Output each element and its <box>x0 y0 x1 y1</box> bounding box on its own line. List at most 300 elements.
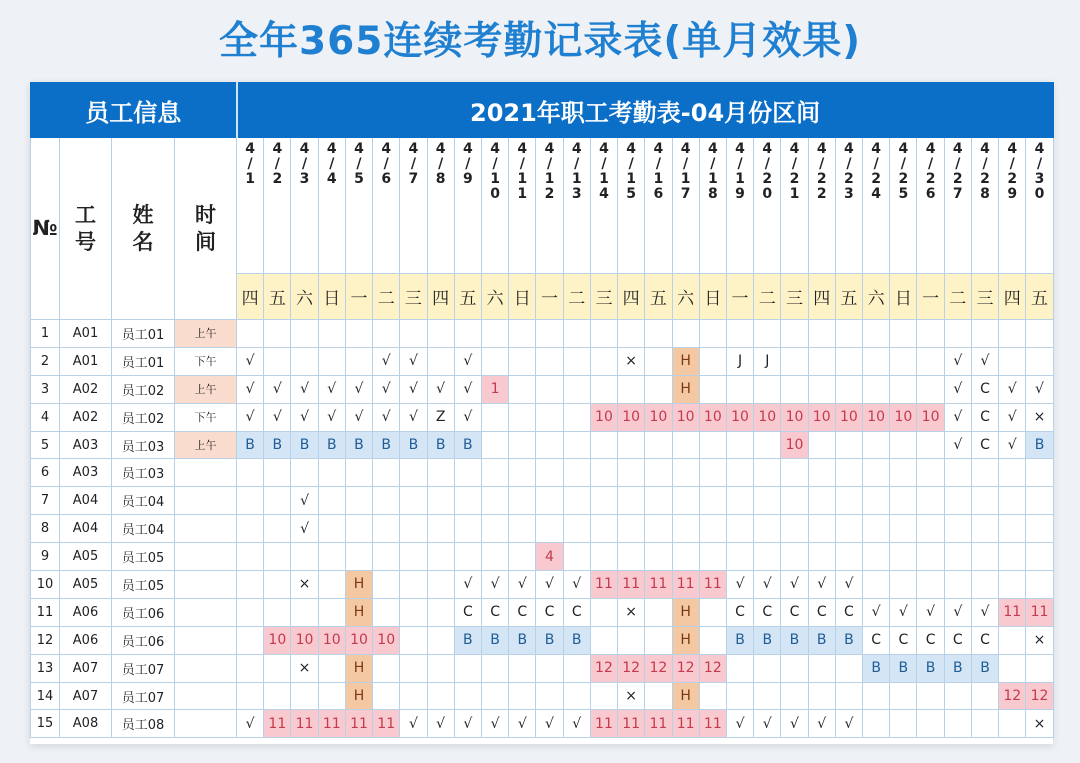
attendance-cell[interactable]: √ <box>835 710 862 738</box>
attendance-cell[interactable] <box>944 543 971 571</box>
attendance-cell[interactable] <box>672 320 699 348</box>
attendance-cell[interactable]: √ <box>454 347 481 375</box>
attendance-cell[interactable]: √ <box>291 375 318 403</box>
attendance-cell[interactable]: √ <box>726 710 753 738</box>
attendance-cell[interactable]: H <box>345 598 372 626</box>
attendance-cell[interactable]: √ <box>291 487 318 515</box>
attendance-cell[interactable] <box>890 320 917 348</box>
attendance-cell[interactable]: C <box>781 598 808 626</box>
attendance-cell[interactable] <box>536 431 563 459</box>
attendance-cell[interactable]: × <box>1026 403 1053 431</box>
attendance-cell[interactable] <box>754 543 781 571</box>
attendance-cell[interactable]: 10 <box>264 626 291 654</box>
attendance-cell[interactable]: H <box>672 347 699 375</box>
attendance-cell[interactable]: B <box>890 654 917 682</box>
attendance-cell[interactable]: C <box>971 403 998 431</box>
attendance-cell[interactable] <box>291 459 318 487</box>
attendance-cell[interactable]: B <box>264 431 291 459</box>
attendance-cell[interactable] <box>890 375 917 403</box>
time-period[interactable]: 上午 <box>175 375 237 403</box>
attendance-cell[interactable] <box>536 487 563 515</box>
attendance-cell[interactable] <box>808 375 835 403</box>
attendance-cell[interactable]: 10 <box>373 626 400 654</box>
attendance-cell[interactable]: √ <box>563 710 590 738</box>
attendance-cell[interactable]: B <box>481 626 508 654</box>
attendance-cell[interactable]: √ <box>318 403 345 431</box>
attendance-cell[interactable] <box>590 375 617 403</box>
attendance-cell[interactable]: √ <box>999 431 1026 459</box>
attendance-cell[interactable] <box>618 320 645 348</box>
attendance-cell[interactable] <box>590 459 617 487</box>
attendance-cell[interactable]: B <box>291 431 318 459</box>
attendance-cell[interactable]: C <box>863 626 890 654</box>
attendance-cell[interactable] <box>835 459 862 487</box>
attendance-cell[interactable] <box>481 347 508 375</box>
attendance-cell[interactable]: 11 <box>672 710 699 738</box>
attendance-cell[interactable] <box>536 682 563 710</box>
attendance-cell[interactable]: B <box>318 431 345 459</box>
attendance-cell[interactable] <box>237 459 264 487</box>
attendance-cell[interactable]: √ <box>781 571 808 599</box>
attendance-cell[interactable] <box>536 320 563 348</box>
attendance-cell[interactable]: 10 <box>345 626 372 654</box>
attendance-cell[interactable] <box>618 459 645 487</box>
attendance-cell[interactable] <box>563 375 590 403</box>
attendance-cell[interactable]: × <box>291 571 318 599</box>
attendance-cell[interactable] <box>481 543 508 571</box>
attendance-cell[interactable] <box>509 375 536 403</box>
attendance-cell[interactable] <box>481 682 508 710</box>
attendance-cell[interactable] <box>237 654 264 682</box>
attendance-cell[interactable] <box>999 571 1026 599</box>
attendance-cell[interactable]: √ <box>563 571 590 599</box>
attendance-cell[interactable]: √ <box>345 375 372 403</box>
attendance-cell[interactable]: √ <box>1026 375 1053 403</box>
attendance-cell[interactable] <box>400 571 427 599</box>
attendance-cell[interactable] <box>890 710 917 738</box>
attendance-cell[interactable] <box>509 543 536 571</box>
attendance-cell[interactable]: B <box>509 626 536 654</box>
attendance-cell[interactable] <box>345 347 372 375</box>
attendance-cell[interactable]: C <box>754 598 781 626</box>
time-period[interactable]: 下午 <box>175 403 237 431</box>
attendance-cell[interactable]: √ <box>863 598 890 626</box>
attendance-cell[interactable] <box>427 347 454 375</box>
attendance-cell[interactable] <box>1026 347 1053 375</box>
attendance-cell[interactable] <box>590 431 617 459</box>
attendance-cell[interactable] <box>1026 515 1053 543</box>
attendance-cell[interactable] <box>291 320 318 348</box>
attendance-cell[interactable]: √ <box>890 598 917 626</box>
attendance-cell[interactable]: 12 <box>618 654 645 682</box>
attendance-cell[interactable] <box>917 710 944 738</box>
attendance-cell[interactable]: 12 <box>999 682 1026 710</box>
attendance-cell[interactable] <box>454 515 481 543</box>
attendance-cell[interactable] <box>536 654 563 682</box>
attendance-cell[interactable] <box>971 571 998 599</box>
time-period[interactable] <box>175 543 237 571</box>
attendance-cell[interactable] <box>890 431 917 459</box>
attendance-cell[interactable] <box>427 320 454 348</box>
attendance-cell[interactable] <box>237 571 264 599</box>
attendance-cell[interactable]: 10 <box>781 403 808 431</box>
attendance-cell[interactable]: 10 <box>835 403 862 431</box>
attendance-cell[interactable] <box>863 347 890 375</box>
attendance-cell[interactable] <box>808 320 835 348</box>
attendance-cell[interactable]: B <box>971 654 998 682</box>
attendance-cell[interactable]: × <box>1026 710 1053 738</box>
attendance-cell[interactable]: J <box>726 347 753 375</box>
attendance-cell[interactable]: 12 <box>699 654 726 682</box>
attendance-cell[interactable]: 11 <box>999 598 1026 626</box>
attendance-cell[interactable] <box>645 682 672 710</box>
attendance-cell[interactable] <box>590 626 617 654</box>
time-period[interactable]: 上午 <box>175 431 237 459</box>
attendance-cell[interactable] <box>563 459 590 487</box>
attendance-cell[interactable] <box>345 515 372 543</box>
attendance-cell[interactable]: √ <box>536 710 563 738</box>
attendance-cell[interactable]: × <box>618 347 645 375</box>
attendance-cell[interactable] <box>835 682 862 710</box>
attendance-cell[interactable] <box>454 487 481 515</box>
attendance-cell[interactable]: C <box>890 626 917 654</box>
attendance-cell[interactable]: √ <box>808 571 835 599</box>
attendance-cell[interactable] <box>237 626 264 654</box>
attendance-cell[interactable]: B <box>1026 431 1053 459</box>
attendance-cell[interactable] <box>373 459 400 487</box>
attendance-cell[interactable] <box>672 459 699 487</box>
attendance-cell[interactable] <box>563 515 590 543</box>
attendance-cell[interactable] <box>345 459 372 487</box>
attendance-cell[interactable] <box>754 654 781 682</box>
attendance-cell[interactable] <box>590 543 617 571</box>
attendance-cell[interactable] <box>726 431 753 459</box>
attendance-cell[interactable] <box>509 320 536 348</box>
attendance-cell[interactable] <box>944 320 971 348</box>
attendance-cell[interactable] <box>373 320 400 348</box>
attendance-cell[interactable] <box>373 487 400 515</box>
attendance-cell[interactable] <box>971 459 998 487</box>
attendance-cell[interactable] <box>890 487 917 515</box>
time-period[interactable] <box>175 515 237 543</box>
attendance-cell[interactable] <box>645 598 672 626</box>
attendance-cell[interactable] <box>835 654 862 682</box>
attendance-cell[interactable]: √ <box>400 375 427 403</box>
attendance-cell[interactable]: 11 <box>291 710 318 738</box>
attendance-cell[interactable] <box>835 487 862 515</box>
attendance-cell[interactable] <box>318 487 345 515</box>
attendance-cell[interactable]: × <box>618 682 645 710</box>
attendance-cell[interactable]: 10 <box>726 403 753 431</box>
attendance-cell[interactable] <box>1026 487 1053 515</box>
attendance-cell[interactable] <box>264 487 291 515</box>
attendance-cell[interactable] <box>645 347 672 375</box>
attendance-cell[interactable] <box>917 682 944 710</box>
attendance-cell[interactable] <box>754 487 781 515</box>
attendance-cell[interactable] <box>699 459 726 487</box>
attendance-cell[interactable] <box>944 682 971 710</box>
attendance-cell[interactable]: 11 <box>318 710 345 738</box>
attendance-cell[interactable] <box>808 654 835 682</box>
attendance-cell[interactable] <box>835 543 862 571</box>
attendance-cell[interactable] <box>808 543 835 571</box>
attendance-cell[interactable]: √ <box>345 403 372 431</box>
attendance-cell[interactable] <box>699 375 726 403</box>
attendance-cell[interactable]: √ <box>237 403 264 431</box>
attendance-cell[interactable]: √ <box>237 347 264 375</box>
attendance-cell[interactable]: √ <box>454 375 481 403</box>
attendance-cell[interactable]: C <box>808 598 835 626</box>
attendance-cell[interactable] <box>781 459 808 487</box>
attendance-cell[interactable] <box>618 626 645 654</box>
attendance-cell[interactable] <box>509 654 536 682</box>
attendance-cell[interactable] <box>590 598 617 626</box>
attendance-cell[interactable] <box>618 487 645 515</box>
attendance-cell[interactable]: √ <box>400 347 427 375</box>
attendance-cell[interactable] <box>863 515 890 543</box>
attendance-cell[interactable]: √ <box>944 598 971 626</box>
attendance-cell[interactable] <box>781 515 808 543</box>
attendance-cell[interactable] <box>971 320 998 348</box>
attendance-cell[interactable]: √ <box>754 710 781 738</box>
attendance-cell[interactable]: H <box>672 598 699 626</box>
attendance-cell[interactable] <box>618 543 645 571</box>
attendance-cell[interactable] <box>781 320 808 348</box>
attendance-cell[interactable] <box>264 682 291 710</box>
attendance-cell[interactable] <box>318 682 345 710</box>
time-period[interactable]: 下午 <box>175 347 237 375</box>
attendance-cell[interactable]: 10 <box>645 403 672 431</box>
attendance-cell[interactable] <box>481 403 508 431</box>
attendance-cell[interactable] <box>427 515 454 543</box>
time-period[interactable] <box>175 487 237 515</box>
attendance-cell[interactable] <box>536 515 563 543</box>
attendance-cell[interactable]: √ <box>481 571 508 599</box>
attendance-cell[interactable]: 10 <box>590 403 617 431</box>
attendance-cell[interactable] <box>373 654 400 682</box>
attendance-cell[interactable] <box>754 459 781 487</box>
attendance-cell[interactable]: 11 <box>618 571 645 599</box>
attendance-cell[interactable] <box>454 682 481 710</box>
attendance-cell[interactable] <box>808 487 835 515</box>
attendance-cell[interactable]: √ <box>481 710 508 738</box>
attendance-cell[interactable] <box>345 543 372 571</box>
attendance-cell[interactable]: √ <box>509 710 536 738</box>
attendance-cell[interactable]: 11 <box>645 710 672 738</box>
attendance-cell[interactable] <box>971 543 998 571</box>
attendance-cell[interactable] <box>999 654 1026 682</box>
attendance-cell[interactable] <box>999 320 1026 348</box>
attendance-cell[interactable] <box>944 571 971 599</box>
time-period[interactable] <box>175 654 237 682</box>
attendance-cell[interactable] <box>726 654 753 682</box>
attendance-cell[interactable] <box>781 543 808 571</box>
attendance-cell[interactable] <box>264 347 291 375</box>
attendance-cell[interactable] <box>917 347 944 375</box>
attendance-cell[interactable] <box>672 515 699 543</box>
attendance-cell[interactable]: × <box>618 598 645 626</box>
time-period[interactable] <box>175 459 237 487</box>
attendance-cell[interactable] <box>645 487 672 515</box>
attendance-cell[interactable] <box>726 320 753 348</box>
attendance-cell[interactable]: B <box>754 626 781 654</box>
attendance-cell[interactable] <box>237 515 264 543</box>
attendance-cell[interactable]: √ <box>373 403 400 431</box>
attendance-cell[interactable]: 11 <box>1026 598 1053 626</box>
attendance-cell[interactable] <box>863 459 890 487</box>
attendance-cell[interactable]: B <box>400 431 427 459</box>
attendance-cell[interactable]: B <box>835 626 862 654</box>
attendance-cell[interactable] <box>645 543 672 571</box>
attendance-cell[interactable] <box>699 598 726 626</box>
attendance-cell[interactable]: √ <box>237 375 264 403</box>
attendance-cell[interactable]: √ <box>971 347 998 375</box>
attendance-cell[interactable] <box>318 320 345 348</box>
attendance-cell[interactable] <box>971 515 998 543</box>
attendance-cell[interactable]: 10 <box>672 403 699 431</box>
attendance-cell[interactable]: √ <box>373 347 400 375</box>
attendance-cell[interactable] <box>318 459 345 487</box>
attendance-cell[interactable]: √ <box>400 710 427 738</box>
attendance-cell[interactable] <box>645 431 672 459</box>
attendance-cell[interactable] <box>264 654 291 682</box>
attendance-cell[interactable] <box>917 375 944 403</box>
attendance-cell[interactable]: × <box>1026 626 1053 654</box>
attendance-cell[interactable]: √ <box>454 403 481 431</box>
attendance-cell[interactable] <box>699 682 726 710</box>
attendance-cell[interactable] <box>345 487 372 515</box>
attendance-cell[interactable] <box>754 375 781 403</box>
attendance-cell[interactable] <box>999 459 1026 487</box>
attendance-cell[interactable]: √ <box>971 598 998 626</box>
attendance-cell[interactable] <box>645 459 672 487</box>
attendance-cell[interactable]: B <box>427 431 454 459</box>
attendance-cell[interactable] <box>563 320 590 348</box>
attendance-cell[interactable]: 11 <box>699 710 726 738</box>
attendance-cell[interactable]: B <box>536 626 563 654</box>
attendance-cell[interactable] <box>890 571 917 599</box>
attendance-cell[interactable] <box>264 598 291 626</box>
attendance-cell[interactable] <box>754 682 781 710</box>
attendance-cell[interactable]: 11 <box>264 710 291 738</box>
attendance-cell[interactable] <box>618 375 645 403</box>
attendance-cell[interactable]: 11 <box>373 710 400 738</box>
attendance-cell[interactable]: √ <box>291 515 318 543</box>
attendance-cell[interactable] <box>509 682 536 710</box>
attendance-cell[interactable]: √ <box>944 431 971 459</box>
attendance-cell[interactable] <box>781 654 808 682</box>
attendance-cell[interactable] <box>481 487 508 515</box>
attendance-cell[interactable] <box>400 543 427 571</box>
attendance-cell[interactable] <box>944 515 971 543</box>
attendance-cell[interactable] <box>645 626 672 654</box>
attendance-cell[interactable] <box>481 431 508 459</box>
attendance-cell[interactable] <box>536 375 563 403</box>
attendance-cell[interactable] <box>291 598 318 626</box>
attendance-cell[interactable] <box>563 403 590 431</box>
attendance-cell[interactable] <box>971 487 998 515</box>
attendance-cell[interactable] <box>808 347 835 375</box>
attendance-cell[interactable] <box>400 487 427 515</box>
attendance-cell[interactable] <box>563 431 590 459</box>
attendance-cell[interactable] <box>808 682 835 710</box>
attendance-cell[interactable]: B <box>454 626 481 654</box>
attendance-cell[interactable]: 12 <box>672 654 699 682</box>
attendance-cell[interactable] <box>454 654 481 682</box>
attendance-cell[interactable]: C <box>454 598 481 626</box>
attendance-cell[interactable] <box>699 626 726 654</box>
attendance-cell[interactable]: H <box>345 654 372 682</box>
attendance-cell[interactable] <box>509 403 536 431</box>
attendance-cell[interactable] <box>618 515 645 543</box>
attendance-cell[interactable] <box>835 347 862 375</box>
attendance-cell[interactable]: C <box>971 626 998 654</box>
attendance-cell[interactable] <box>944 459 971 487</box>
attendance-cell[interactable] <box>699 543 726 571</box>
attendance-cell[interactable]: √ <box>427 375 454 403</box>
attendance-cell[interactable]: √ <box>754 571 781 599</box>
attendance-cell[interactable] <box>237 487 264 515</box>
attendance-cell[interactable]: C <box>509 598 536 626</box>
attendance-cell[interactable]: J <box>754 347 781 375</box>
attendance-cell[interactable] <box>917 431 944 459</box>
attendance-cell[interactable] <box>400 320 427 348</box>
attendance-cell[interactable] <box>454 459 481 487</box>
attendance-cell[interactable]: B <box>237 431 264 459</box>
attendance-cell[interactable] <box>863 487 890 515</box>
attendance-cell[interactable] <box>427 654 454 682</box>
attendance-cell[interactable] <box>237 598 264 626</box>
attendance-cell[interactable] <box>1026 320 1053 348</box>
attendance-cell[interactable] <box>618 431 645 459</box>
attendance-cell[interactable] <box>264 571 291 599</box>
attendance-cell[interactable]: 11 <box>672 571 699 599</box>
attendance-cell[interactable]: √ <box>400 403 427 431</box>
attendance-cell[interactable] <box>427 598 454 626</box>
attendance-cell[interactable]: √ <box>509 571 536 599</box>
attendance-cell[interactable]: √ <box>237 710 264 738</box>
attendance-cell[interactable]: 11 <box>345 710 372 738</box>
attendance-cell[interactable]: Z <box>427 403 454 431</box>
attendance-cell[interactable] <box>373 571 400 599</box>
attendance-cell[interactable] <box>781 347 808 375</box>
attendance-cell[interactable]: √ <box>373 375 400 403</box>
attendance-cell[interactable]: √ <box>835 571 862 599</box>
time-period[interactable] <box>175 571 237 599</box>
attendance-cell[interactable] <box>590 682 617 710</box>
attendance-cell[interactable] <box>373 543 400 571</box>
attendance-cell[interactable] <box>781 487 808 515</box>
attendance-cell[interactable]: C <box>481 598 508 626</box>
attendance-cell[interactable]: H <box>672 682 699 710</box>
attendance-cell[interactable] <box>264 543 291 571</box>
attendance-cell[interactable] <box>373 598 400 626</box>
attendance-cell[interactable]: 11 <box>618 710 645 738</box>
attendance-cell[interactable]: H <box>345 682 372 710</box>
attendance-cell[interactable]: √ <box>264 375 291 403</box>
attendance-cell[interactable]: C <box>835 598 862 626</box>
attendance-cell[interactable] <box>726 543 753 571</box>
attendance-cell[interactable] <box>400 515 427 543</box>
attendance-cell[interactable] <box>373 515 400 543</box>
attendance-cell[interactable] <box>781 375 808 403</box>
attendance-cell[interactable] <box>863 571 890 599</box>
attendance-cell[interactable] <box>835 320 862 348</box>
attendance-cell[interactable] <box>1026 654 1053 682</box>
attendance-cell[interactable] <box>318 515 345 543</box>
attendance-cell[interactable] <box>917 320 944 348</box>
attendance-cell[interactable] <box>400 598 427 626</box>
